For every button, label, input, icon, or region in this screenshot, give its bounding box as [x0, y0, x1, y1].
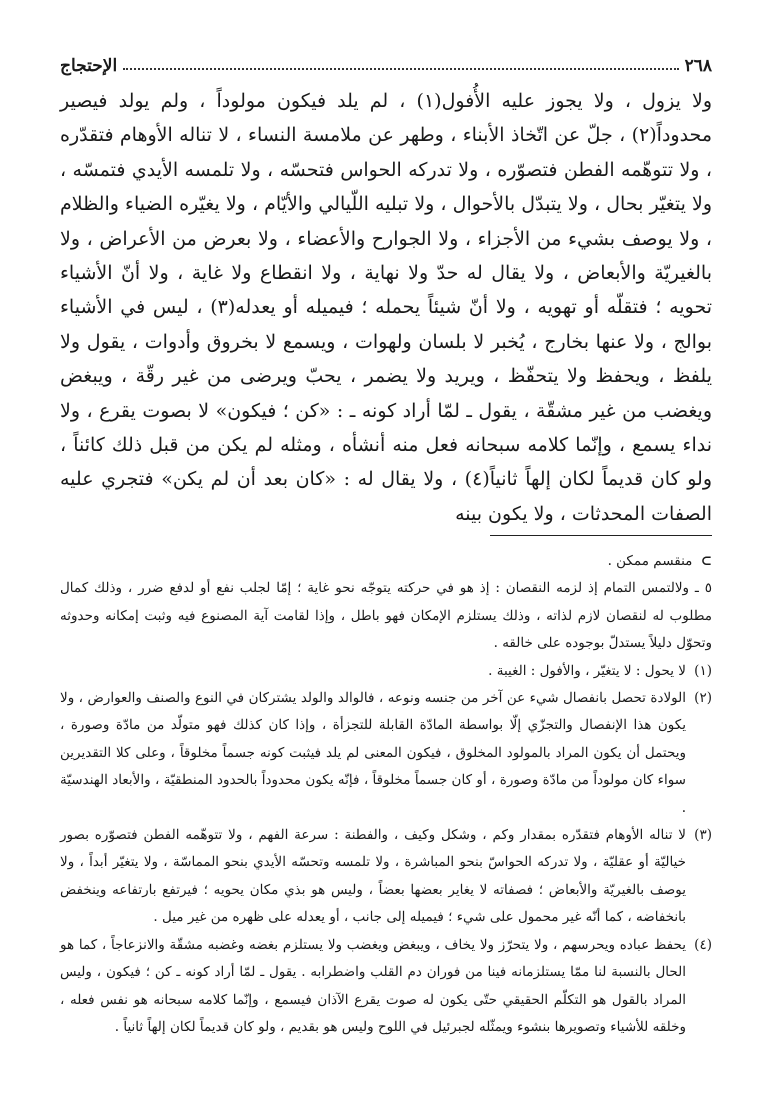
continuation-line — [60, 548, 712, 575]
main-text-block — [60, 84, 712, 531]
footnote-number: (١) — [694, 662, 712, 679]
footnote-text: يحفظ عباده ويحرسهم ، ولا يتحرّز ولا يخاف ، ويبغض ويغضب ولا يستلزم بغضه وغضبه مشقّة والانزعاجاً ، كما هو الحال بالنسبة لنا ممّا يستلزمانه فينا من فوران دم القلب واضطرابه . يقول ـ لمّا أراد كونه ـ كن ؛ فيكون ، وليس المراد بالقول هو التكلّم الحقيقي حتّى يكون له صوت يقرع الآذان فيسمع ، وإنّما كلامه سبحانه هو نفس فعله ، وخلقه للأشياء وتصويرها بنشوء ويمثّله لجبرئيل في اللوح وليس هو بقديم ، ولو كان قديماً لكان إلهاً ثانياً . — [60, 936, 686, 1035]
header-leader-dots — [123, 68, 678, 70]
footnote-number: (٤) — [694, 936, 712, 953]
continuation-text: منقسم ممكن . — [607, 553, 693, 569]
page-number: ٢٦٨ — [684, 56, 712, 76]
footnote-number: (٣) — [694, 827, 712, 844]
footnote-text: الولادة تحصل بانفصال شيء عن آخر من جنسه ونوعه ، فالوالد والولد يشتركان في النوع والصنف والعوارض ، ولا يكون هذا الإنفصال والتجزّي إلّا بواسطة المادّة القابلة للتجزأة ، وإذا كان كذلك فهو متولّد من مادّة وصورة ، ويحتمل أن يكون المراد بالمولود المخلوق ، فيكون المعنى لم يلد فيثبت كونه جسماً مخلوقاً ، وعلى كلا التقديرين سواء كان مولوداً من مادّة وصورة ، أو كان جسماً مخلوقاً ، فإنّه يكون محدوداً بالحدود المنطقيّة ، والأبعاد الهندسيّة . — [60, 690, 686, 816]
footnote-2 — [60, 685, 712, 822]
footnote-number: (٢) — [694, 690, 712, 707]
running-header — [60, 48, 712, 76]
footnote-continued-item-5: ٥ ـ ولالتمس التمام إذ لزمه النقصان : إذ هو في حركته يتوجّه نحو غاية ؛ إمّا لجلب نفع أو لدفع ضرر ، وذلك كمال مطلوب له لنقصان لازم لذاته ، وذلك يستلزم الإمكان فهو باطل ، وإذا لقامت آية المصنوع فيه وثبت إمكانه وحدوثه وتحوّل دليلاً يستدلّ بوجوده على خالقه . — [60, 580, 712, 652]
footnote-separator — [490, 535, 712, 536]
running-title: الإحتجاج — [60, 56, 118, 76]
footnote-1 — [60, 658, 712, 685]
main-paragraph: ولا يزول ، ولا يجوز عليه الأُفول(١) ، لم يلد فيكون مولوداً ، ولم يولد فيصير محدوداً(٢) ، جلّ عن اتّخاذ الأبناء ، وطهر عن ملامسة النساء ، لا تناله الأوهام فتقدّره ، ولا تتوهّمه الفطن فتصوّره ، ولا تدركه الحواس فتحسّه ، ولا تلمسه الأيدي فتمسّه ، ولا يتغيّر بحال ، ولا يتبدّل بالأحوال ، ولا تبليه اللّيالي والأيّام ، ولا يغيّره الضياء والظلام ، ولا يوصف بشيء من الأجزاء ، ولا الجوارح والأعضاء ، ولا بعرض من الأعراض ، ولا بالغيريّة والأبعاض ، ولا يقال له حدّ ولا نهاية ، ولا انقطاع ولا غاية ، ولا أنّ الأشياء تحويه ؛ فتقلّه أو تهويه ، ولا أنّ شيئاً يحمله ؛ فيميله أو يعدله(٣) ، ليس في الأشياء بوالج ، ولا عنها بخارج ، يُخبر لا بلسان ولهوات ، ويسمع لا بخروق وأدوات ، يقول ولا يلفظ ، ويحفظ ولا يتحفّظ ، ويريد ولا يضمر ، يحبّ ويرضى من غير رقّة ، ويبغض ويغضب من غير مشقّة ، يقول ـ لمّا أراد كونه ـ : «كن ؛ فيكون» لا بصوت يقرع ، ولا نداء يسمع ، وإنّما كلامه سبحانه فعل منه أنشأه ، ومثله لم يكن من قبل ذلك كائناً ، ولو كان قديماً لكان إلهاً ثانياً(٤) ، ولا يقال له : «كان بعد أن لم يكن» فتجري عليه الصفات المحدثات ، ولا يكون بينه — [60, 90, 712, 525]
footnote-4 — [60, 932, 712, 1042]
footnote-3 — [60, 822, 712, 932]
footnotes-block — [60, 548, 712, 1041]
footnote-text: لا تناله الأوهام فتقدّره بمقدار وكم ، وشكل وكيف ، والفطنة : سرعة الفهم ، ولا تتوهّمه الفطن فتصوّره بصور خياليّة أو عقليّة ، ولا تدركه الحواسّ بنحو المباشرة ، ولا تلمسه وتحسّه الأيدي بنحو المماسّة ، ولا يتغيّر أبداً ، ولا يوصف بالغيريّة والأبعاض ؛ فصفاته لا يغاير بعضها بعضاً ، وليس هو بذي مكان يحويه ؛ فيرتفع بارتفاعه وينخفض بانخفاضه ، كما أنّه غير محمول على شيء ؛ فيميله إلى جانب ، أو يعدله على ظهره من غير ميل . — [60, 827, 686, 926]
continuation-arrow-icon: ⊃ — [700, 553, 712, 569]
footnote-text: لا يحول : لا يتغيّر ، والأفول : الغيبة . — [488, 662, 686, 679]
